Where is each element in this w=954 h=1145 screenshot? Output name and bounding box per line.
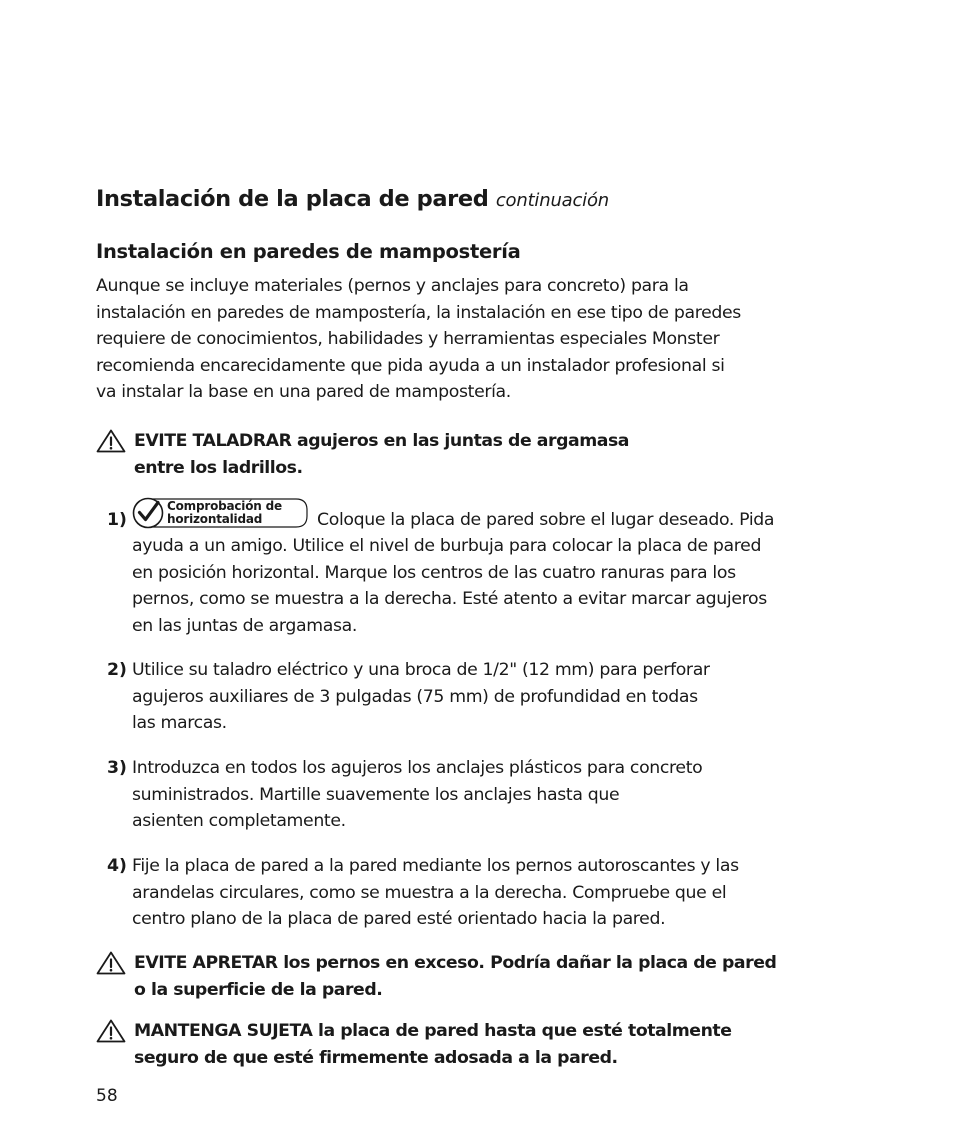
- step-text: [132, 755, 702, 835]
- step-text-line: Coloque la placa de pared sobre el lugar deseado. Pida: [317, 510, 775, 530]
- step-text-line: ayuda a un amigo. Utilice el nivel de burbuja para colocar la placa de pared: [132, 536, 762, 556]
- warning-text: [134, 428, 629, 482]
- page-number: 58: [96, 1086, 118, 1106]
- intro-line: instalación en paredes de mampostería, la instalación en ese tipo de paredes: [96, 302, 741, 323]
- step-number: 2): [107, 660, 127, 680]
- level-check-badge: [131, 496, 309, 530]
- warning-line: entre los ladrillos.: [134, 458, 303, 478]
- title-continuation: continuación: [495, 190, 610, 211]
- warning-line: MANTENGA SUJETA la placa de pared hasta que esté totalmente: [134, 1021, 732, 1041]
- page-title: [96, 186, 609, 212]
- warning-line: seguro de que esté firmemente adosada a la pared.: [134, 1048, 618, 1068]
- step-text-line: asienten completamente.: [132, 811, 346, 831]
- intro-line: recomienda encarecidamente que pida ayuda a un instalador profesional si: [96, 355, 725, 376]
- intro-line: Aunque se incluye materiales (pernos y anclajes para concreto) para la: [96, 276, 689, 296]
- step-text: [132, 853, 739, 933]
- step-number: 3): [107, 758, 127, 778]
- warning-text: [134, 1018, 732, 1072]
- warning-triangle-icon: [96, 429, 126, 453]
- warning-triangle-icon: [96, 1019, 126, 1043]
- step-text-line: pernos, como se muestra a la derecha. Esté atento a evitar marcar agujeros: [132, 589, 767, 609]
- step-number: 4): [107, 856, 127, 876]
- step-text: [132, 657, 710, 737]
- step-text-line: Fije la placa de pared a la pared mediante los pernos autoroscantes y las: [132, 856, 739, 876]
- step-text-line: en las juntas de argamasa.: [132, 615, 357, 636]
- page-title-text: Instalación de la placa de pared: [96, 186, 489, 212]
- section-title: Instalación en paredes de mampostería: [96, 240, 521, 263]
- badge-line-1: Comprobación de: [167, 499, 282, 513]
- badge-line-2: horizontalidad: [167, 512, 263, 526]
- warning-line: EVITE APRETAR los pernos en exceso. Podría dañar la placa de pared: [134, 953, 777, 973]
- warning-line: EVITE TALADRAR agujeros en las juntas de argamasa: [134, 431, 630, 451]
- step-text-line: en posición horizontal. Marque los centros de las cuatro ranuras para los: [132, 562, 736, 583]
- checkmark-circle-icon: [131, 496, 165, 530]
- step-number: 1): [107, 510, 127, 530]
- warning-triangle-icon: [96, 951, 126, 975]
- step-text-line: las marcas.: [132, 713, 227, 733]
- step-text-line: agujeros auxiliares de 3 pulgadas (75 mm) de profundidad en todas: [132, 686, 698, 707]
- intro-paragraph: [96, 273, 856, 406]
- step-text-line: arandelas circulares, como se muestra a la derecha. Compruebe que el: [132, 882, 727, 903]
- step-text-line: Introduzca en todos los agujeros los anclajes plásticos para concreto: [132, 758, 703, 778]
- warning-text: [134, 950, 776, 1004]
- intro-line: va instalar la base en una pared de mampostería.: [96, 382, 511, 402]
- step-text: [132, 533, 767, 639]
- step-text-line: Utilice su taladro eléctrico y una broca de 1/2" (12 mm) para perforar: [132, 660, 710, 680]
- step-text-line: centro plano de la placa de pared esté orientado hacia la pared.: [132, 909, 666, 929]
- intro-line: requiere de conocimientos, habilidades y herramientas especiales Monster: [96, 329, 720, 349]
- step-text-line: suministrados. Martille suavemente los anclajes hasta que: [132, 784, 620, 805]
- warning-line: o la superficie de la pared.: [134, 980, 383, 1000]
